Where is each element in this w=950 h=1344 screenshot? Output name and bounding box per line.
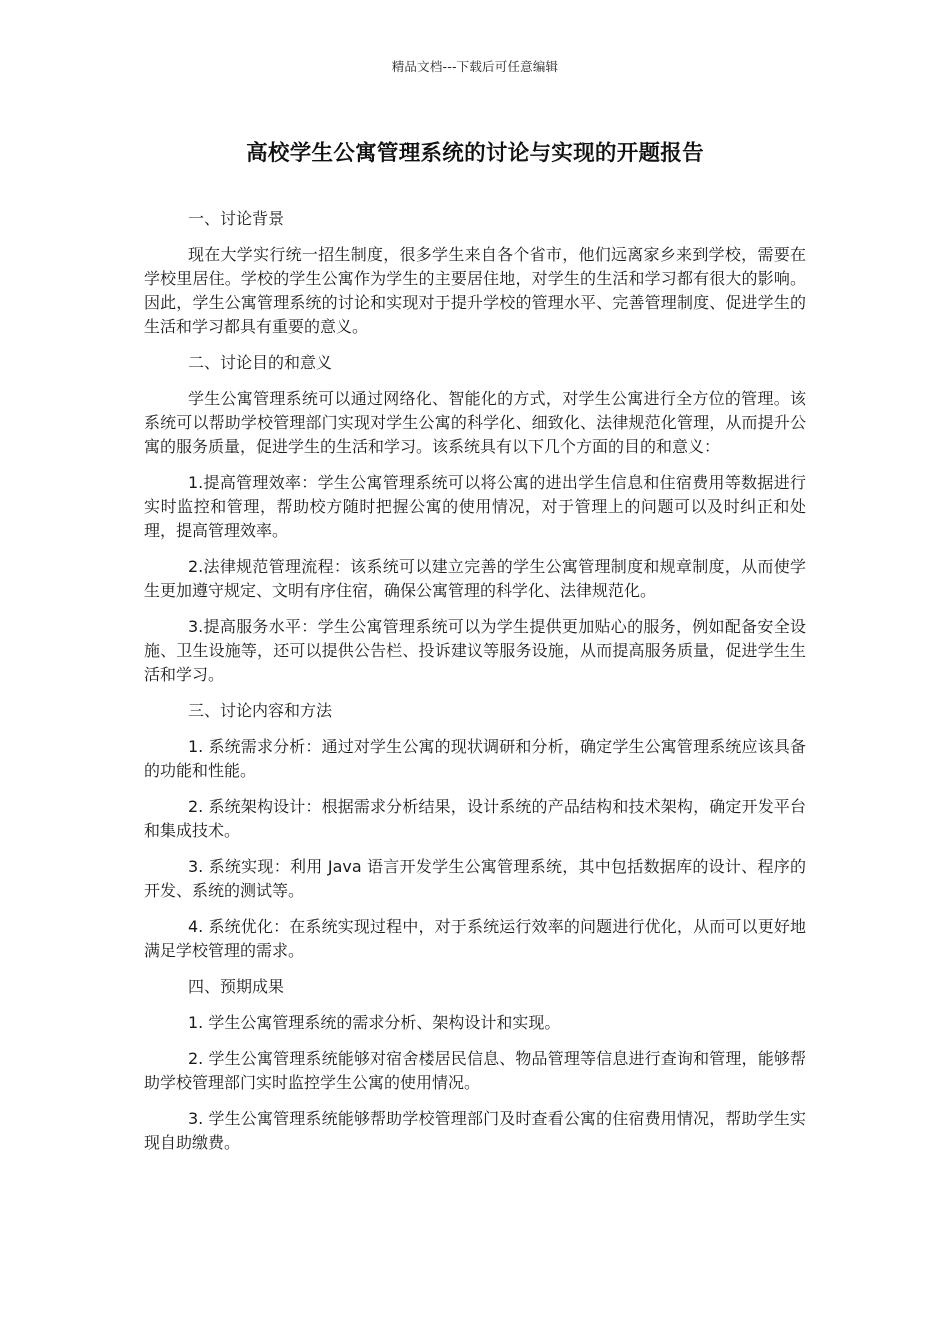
- section-heading-methods: 三、讨论内容和方法: [188, 701, 333, 720]
- list-item-methods-2: 2. 系统架构设计：根据需求分析结果，设计系统的产品结构和技术架构，确定开发平台和集成技术。: [144, 797, 806, 840]
- section-heading-background: 一、讨论背景: [188, 209, 285, 228]
- list-item-outcomes-1: 1. 学生公寓管理系统的需求分析、架构设计和实现。: [188, 1013, 561, 1032]
- list-item-purpose-2: 2.法律规范管理流程：该系统可以建立完善的学生公寓管理制度和规章制度，从而使学生更加遵守规定、文明有序住宿，确保公寓管理的科学化、法律规范化。: [144, 557, 806, 600]
- list-item-methods-1: 1. 系统需求分析：通过对学生公寓的现状调研和分析，确定学生公寓管理系统应该具备的功能和性能。: [144, 737, 806, 780]
- list-item-purpose-3: 3.提高服务水平：学生公寓管理系统可以为学生提供更加贴心的服务，例如配备安全设施、卫生设施等，还可以提供公告栏、投诉建议等服务设施，从而提高服务质量，促进学生生活和学习。: [144, 617, 806, 684]
- page-header-watermark: 精品文档---下载后可任意编辑: [391, 59, 559, 74]
- section-heading-outcomes: 四、预期成果: [188, 977, 285, 996]
- list-item-outcomes-2: 2. 学生公寓管理系统能够对宿舍楼居民信息、物品管理等信息进行查询和管理，能够帮助学校管理部门实时监控学生公寓的使用情况。: [144, 1049, 806, 1092]
- list-item-outcomes-3: 3. 学生公寓管理系统能够帮助学校管理部门及时查看公寓的住宿费用情况，帮助学生实现自助缴费。: [144, 1109, 806, 1152]
- paragraph-purpose: 学生公寓管理系统可以通过网络化、智能化的方式，对学生公寓进行全方位的管理。该系统可以帮助学校管理部门实现对学生公寓的科学化、细致化、法律规范化管理，从而提升公寓的服务质量，促进学生的生活和学习。该系统具有以下几个方面的目的和意义：: [144, 389, 806, 456]
- document-body: [144, 207, 806, 1167]
- list-item-methods-4: 4. 系统优化：在系统实现过程中，对于系统运行效率的问题进行优化，从而可以更好地满足学校管理的需求。: [144, 917, 806, 960]
- list-item-methods-3: 3. 系统实现：利用 Java 语言开发学生公寓管理系统，其中包括数据库的设计、程序的开发、系统的测试等。: [144, 857, 806, 900]
- list-item-purpose-1: 1.提高管理效率：学生公寓管理系统可以将公寓的进出学生信息和住宿费用等数据进行实时监控和管理，帮助校方随时把握公寓的使用情况，对于管理上的问题可以及时纠正和处理，提高管理效率。: [144, 473, 806, 540]
- section-heading-purpose: 二、讨论目的和意义: [188, 353, 333, 372]
- document-title: 高校学生公寓管理系统的讨论与实现的开题报告: [246, 141, 704, 166]
- paragraph-background: 现在大学实行统一招生制度，很多学生来自各个省市，他们远离家乡来到学校，需要在学校里居住。学校的学生公寓作为学生的主要居住地，对学生的生活和学习都有很大的影响。因此，学生公寓管理系统的讨论和实现对于提升学校的管理水平、完善管理制度、促进学生的生活和学习都具有重要的意义。: [144, 245, 806, 336]
